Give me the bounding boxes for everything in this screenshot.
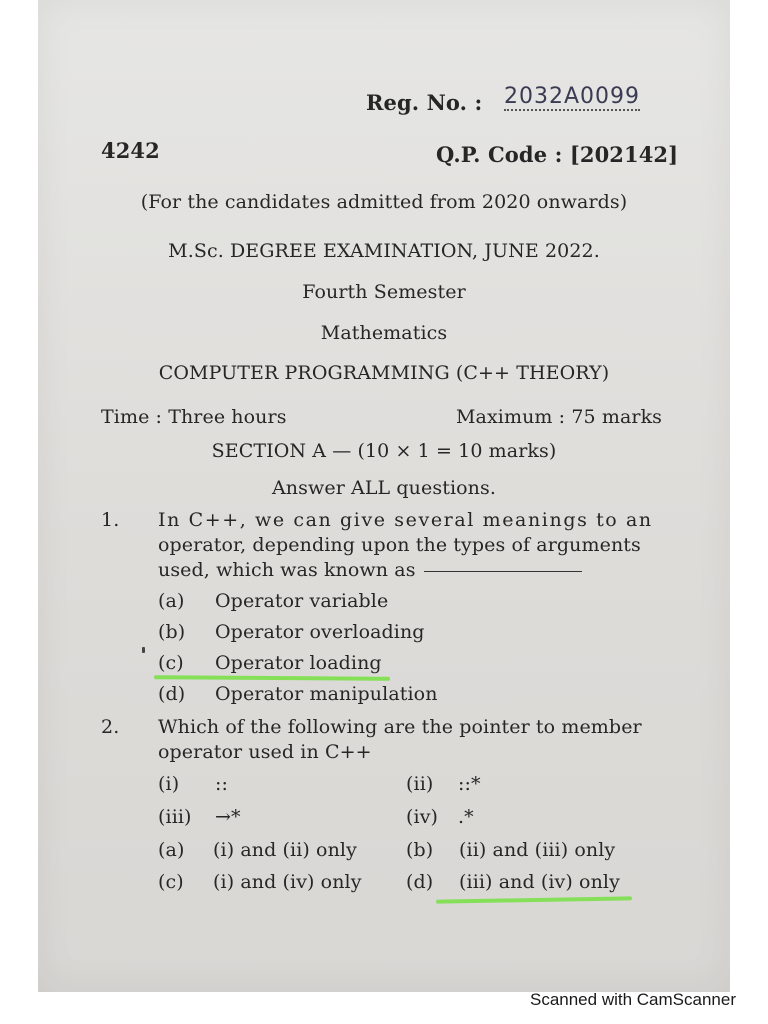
semester: Fourth Semester xyxy=(302,281,466,303)
option-text: Operator overloading xyxy=(215,621,425,643)
option-text: (ii) and (iii) only xyxy=(459,839,616,861)
option-label: (a) xyxy=(158,839,185,861)
option-label: (d) xyxy=(158,683,186,705)
option-text: Operator variable xyxy=(215,590,389,612)
answer-blank xyxy=(424,571,582,572)
item-text: .* xyxy=(458,806,474,828)
option-label: (a) xyxy=(158,590,185,612)
option-text: (iii) and (iv) only xyxy=(459,871,620,893)
green-highlight-underline xyxy=(436,896,632,903)
time-allowed: Time : Three hours xyxy=(101,406,287,428)
qp-code: Q.P. Code : [202142] xyxy=(436,142,679,167)
item-label: (ii) xyxy=(406,773,434,795)
question-2-line: Which of the following are the pointer to member xyxy=(158,716,642,738)
camscanner-watermark: Scanned with CamScanner xyxy=(529,990,736,1009)
item-text: →* xyxy=(215,806,241,828)
exam-title: M.Sc. DEGREE EXAMINATION, JUNE 2022. xyxy=(168,240,600,262)
reg-no-label: Reg. No. : xyxy=(366,90,483,115)
question-1-line: In C++, we can give several meanings to an xyxy=(158,509,653,531)
section-instruction: Answer ALL questions. xyxy=(271,477,496,499)
question-1-line: used, which was known as xyxy=(158,559,416,581)
item-label: (iv) xyxy=(406,806,439,828)
option-text: (i) and (ii) only xyxy=(213,839,357,861)
option-label: (b) xyxy=(158,621,186,643)
maximum-marks: Maximum : 75 marks xyxy=(456,406,663,428)
question-1-line-with-blank xyxy=(158,561,582,580)
green-highlight-underline xyxy=(154,675,390,681)
item-label: (i) xyxy=(158,773,180,795)
option-text: (i) and (iv) only xyxy=(213,871,362,893)
question-2-line: operator used in C++ xyxy=(158,741,372,763)
item-text: ::* xyxy=(458,773,481,795)
option-label: (c) xyxy=(158,652,184,674)
option-text: Operator loading xyxy=(215,652,382,674)
exam-paper xyxy=(38,0,730,992)
question-2-number: 2. xyxy=(101,716,120,738)
reg-no-handwritten: 2032A0099 xyxy=(504,84,641,109)
paper-number: 4242 xyxy=(101,138,160,163)
item-label: (iii) xyxy=(158,806,192,828)
subject: Mathematics xyxy=(320,322,448,344)
admission-note: (For the candidates admitted from 2020 onwards) xyxy=(140,191,628,213)
pen-mark xyxy=(142,647,145,653)
question-1-line: operator, depending upon the types of arguments xyxy=(158,534,641,556)
option-label: (d) xyxy=(406,871,434,893)
paper-title: COMPUTER PROGRAMMING (C++ THEORY) xyxy=(158,362,610,384)
option-label: (b) xyxy=(406,839,434,861)
question-1-number: 1. xyxy=(101,509,120,531)
option-label: (c) xyxy=(158,871,184,893)
item-text: :: xyxy=(215,773,229,795)
section-heading: SECTION A — (10 × 1 = 10 marks) xyxy=(211,440,557,462)
option-text: Operator manipulation xyxy=(215,683,438,705)
